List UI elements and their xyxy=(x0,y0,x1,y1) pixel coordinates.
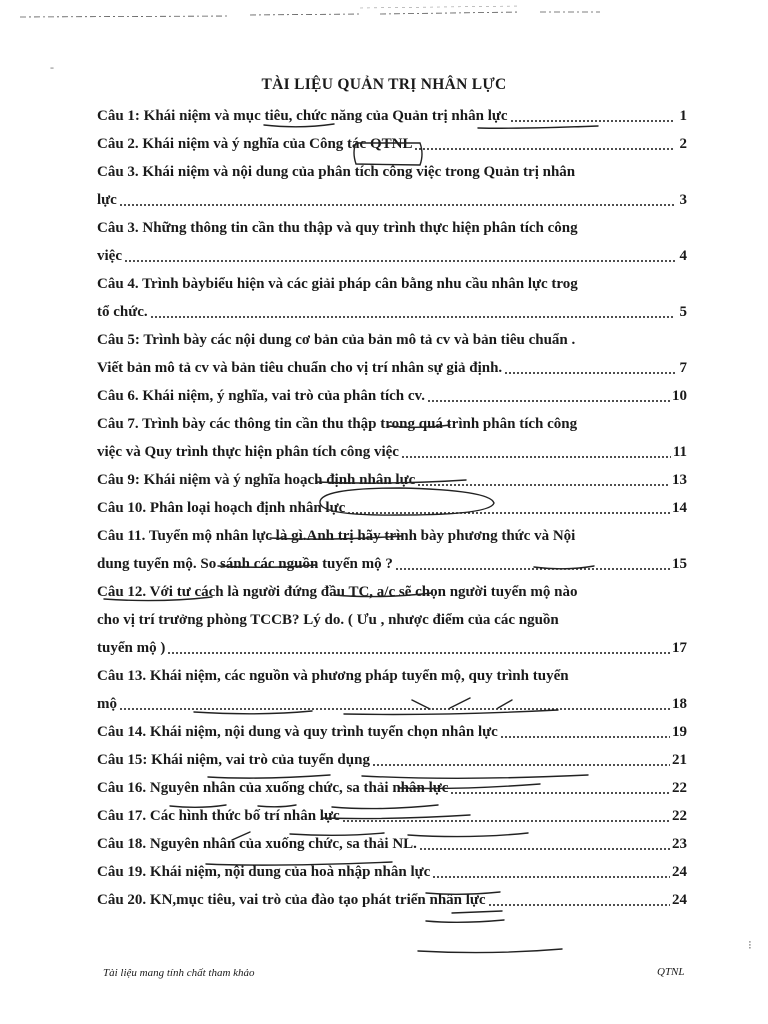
dot-leader xyxy=(167,652,670,654)
toc-page-number: 19 xyxy=(672,724,687,740)
footer-label: QTNL xyxy=(657,966,685,978)
toc-page-number: 11 xyxy=(672,444,687,460)
toc-entry-text: Câu 6. Khái niệm, ý nghĩa, vai trò của phân tích cv. xyxy=(97,388,425,404)
dot-leader xyxy=(427,400,670,402)
toc-page-number: 1 xyxy=(679,108,687,124)
dot-leader xyxy=(119,204,675,206)
dot-leader xyxy=(450,792,670,794)
toc-entry-text: Câu 11. Tuyển mộ nhân lực là gì.Anh trị hãy trình bày phương thức và Nội xyxy=(97,528,576,544)
toc-entry xyxy=(97,466,687,494)
toc-entry-text: tuyển mộ ) xyxy=(97,640,166,656)
toc-entry-text: Câu 14. Khái niệm, nội dung và quy trình tuyển chọn nhân lực xyxy=(97,724,498,740)
toc-entry-text: Câu 19. Khái niệm, nội dung của hoà nhập nhân lực xyxy=(97,864,431,880)
toc-page-number: 2 xyxy=(679,136,687,152)
toc-page-number: 22 xyxy=(672,808,687,824)
dot-leader xyxy=(488,904,670,906)
toc-entry xyxy=(97,522,687,578)
toc-entry xyxy=(97,382,687,410)
dot-leader xyxy=(419,848,670,850)
dot-leader xyxy=(342,820,670,822)
toc-entry-text: Câu 12. Với tư cách là người đứng đầu TC, a/c sẽ chọn người tuyển mộ nào xyxy=(97,584,578,600)
toc-entry xyxy=(97,830,687,858)
dot-leader xyxy=(119,708,670,710)
toc-page-number: 4 xyxy=(679,248,687,264)
toc-entry xyxy=(97,746,687,774)
toc-page-number: 17 xyxy=(672,640,687,656)
toc-entry xyxy=(97,886,687,914)
toc-entry-text: Câu 9: Khái niệm và ý nghĩa hoạch định nhân lực xyxy=(97,472,416,488)
toc-entry-text: Câu 20. KN,mục tiêu, vai trò của đào tạo phát triển nhân lực xyxy=(97,892,486,908)
table-of-contents xyxy=(97,102,687,914)
toc-page-number: 21 xyxy=(672,752,687,768)
toc-entry-text: Câu 5: Trình bày các nội dung cơ bản của bản mô tả cv và bản tiêu chuẩn . xyxy=(97,332,576,348)
toc-entry xyxy=(97,130,687,158)
toc-entry-text: Câu 15: Khái niệm, vai trò của tuyển dụng xyxy=(97,752,370,768)
toc-page-number: 13 xyxy=(672,472,687,488)
toc-entry-text: Câu 3. Những thông tin cần thu thập và quy trình thực hiện phân tích công xyxy=(97,220,578,236)
dot-leader xyxy=(347,512,670,514)
toc-entry-text: mộ xyxy=(97,696,117,712)
scan-speck: ⁝ xyxy=(748,938,752,952)
toc-entry-text: Câu 3. Khái niệm và nội dung của phân tích công việc trong Quản trị nhân xyxy=(97,164,576,180)
toc-page-number: 3 xyxy=(679,192,687,208)
toc-entry xyxy=(97,494,687,522)
toc-entry-text: Câu 2. Khái niệm và ý nghĩa của Công tác QTNL xyxy=(97,136,413,152)
toc-entry-text: Câu 4. Trình bàybiểu hiện và các giải pháp cân bằng nhu cầu nhân lực trog xyxy=(97,276,578,292)
toc-entry xyxy=(97,774,687,802)
toc-entry-text: lực xyxy=(97,192,117,208)
toc-entry-text: việc và Quy trình thực hiện phân tích công việc xyxy=(97,444,399,460)
dot-leader xyxy=(124,260,675,262)
toc-entry xyxy=(97,410,687,466)
toc-entry-text: Câu 13. Khái niệm, các nguồn và phương pháp tuyển mộ, quy trình tuyển xyxy=(97,668,569,684)
toc-entry-text: tổ chức. xyxy=(97,304,148,320)
toc-page-number: 10 xyxy=(672,388,687,404)
toc-page-number: 5 xyxy=(679,304,687,320)
dot-leader xyxy=(417,484,670,486)
footer-note: Tài liệu mang tính chất tham khảo xyxy=(103,967,255,979)
toc-entry xyxy=(97,102,687,130)
dot-leader xyxy=(500,736,670,738)
toc-page-number: 23 xyxy=(672,836,687,852)
toc-entry-text: dung tuyển mộ. So sánh các nguồn tuyển mộ ? xyxy=(97,556,393,572)
dot-leader xyxy=(432,876,670,878)
dot-leader xyxy=(401,456,671,458)
dot-leader xyxy=(395,568,670,570)
toc-entry-text: Viết bản mô tả cv và bản tiêu chuẩn cho vị trí nhân sự giả định. xyxy=(97,360,503,376)
toc-page-number: 22 xyxy=(672,780,687,796)
dot-leader xyxy=(510,120,675,122)
toc-entry-text: Câu 7. Trình bày các thông tin cần thu thập trong quá trình phân tích công xyxy=(97,416,578,432)
toc-page-number: 18 xyxy=(672,696,687,712)
dot-leader xyxy=(372,764,670,766)
toc-entry-text: việc xyxy=(97,248,122,264)
dot-leader xyxy=(150,316,675,318)
dot-leader xyxy=(414,148,675,150)
toc-entry xyxy=(97,270,687,326)
toc-page-number: 7 xyxy=(679,360,687,376)
toc-entry xyxy=(97,578,687,662)
toc-entry xyxy=(97,662,687,718)
toc-page-number: 15 xyxy=(672,556,687,572)
document-title: TÀI LIỆU QUẢN TRỊ NHÂN LỰC xyxy=(261,76,507,93)
toc-page-number: 14 xyxy=(672,500,687,516)
scan-edge-artifact xyxy=(0,0,768,30)
toc-entry xyxy=(97,802,687,830)
toc-entry xyxy=(97,858,687,886)
toc-page-number: 24 xyxy=(672,864,687,880)
toc-entry-text: cho vị trí trưởng phòng TCCB? Lý do. ( Ưu , nhược điểm của các nguồn xyxy=(97,612,559,628)
toc-entry xyxy=(97,718,687,746)
toc-entry-text: Câu 1: Khái niệm và mục tiêu, chức năng của Quản trị nhân lực xyxy=(97,108,508,124)
scan-speck: - xyxy=(50,60,54,74)
toc-entry-text: Câu 18. Nguyên nhân của xuống chức, sa thải NL. xyxy=(97,836,417,852)
toc-entry xyxy=(97,214,687,270)
dot-leader xyxy=(504,372,675,374)
toc-entry-text: Câu 10. Phân loại hoạch định nhân lực xyxy=(97,500,346,516)
toc-entry xyxy=(97,158,687,214)
toc-entry xyxy=(97,326,687,382)
toc-entry-text: Câu 17. Các hình thức bố trí nhân lực xyxy=(97,808,340,824)
toc-page-number: 24 xyxy=(672,892,687,908)
toc-entry-text: Câu 16. Nguyên nhân của xuống chức, sa thải nhân lực xyxy=(97,780,449,796)
